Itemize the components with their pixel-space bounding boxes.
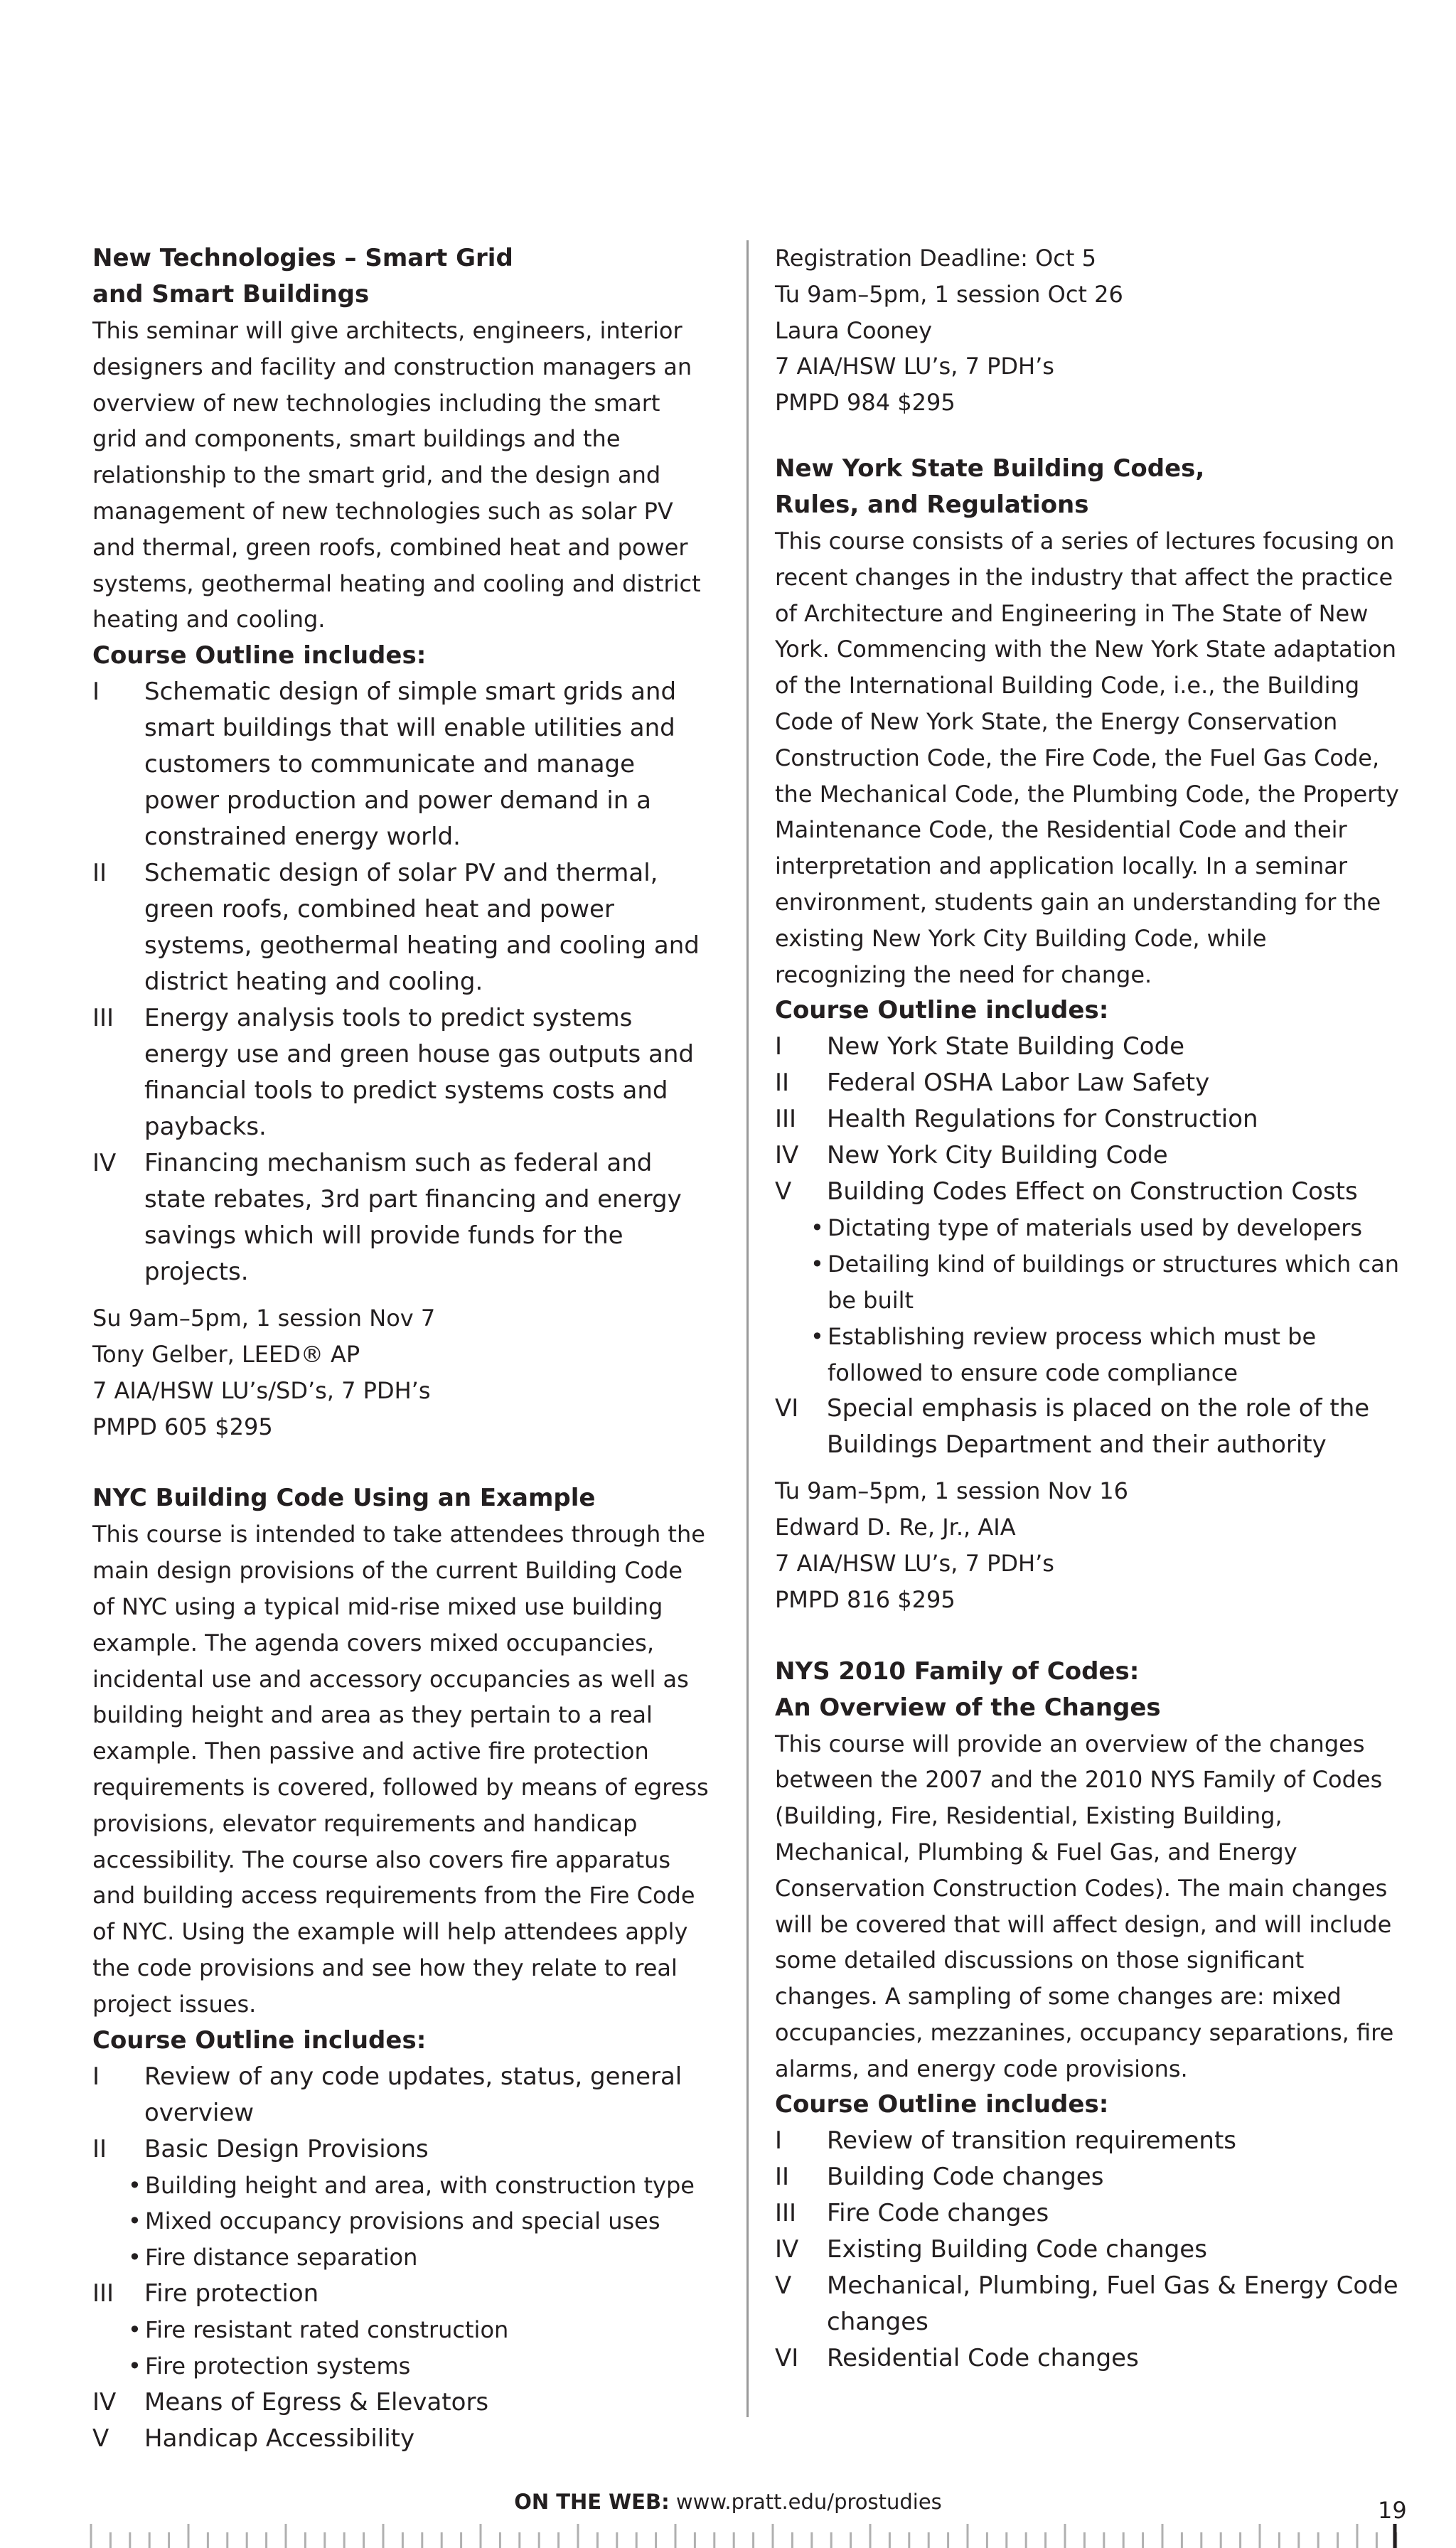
outline-numeral: II — [92, 859, 107, 888]
outline-numeral: III — [92, 2279, 114, 2308]
course-outline — [775, 2123, 1401, 2377]
outline-bullet — [810, 1319, 1401, 1391]
outline-bullets — [92, 2312, 711, 2384]
outline-item — [775, 1138, 1401, 1174]
footer-web-label: ON THE WEB: — [514, 2490, 670, 2514]
outline-item-text: Existing Building Code changes — [827, 2235, 1207, 2264]
outline-bullet — [810, 1246, 1401, 1319]
course-code: PMPD 605 $295 — [92, 1413, 273, 1440]
bullet-text: Dictating type of materials used by developers — [828, 1214, 1363, 1242]
outline-item-text: Schematic design of simple smart grids and smart buildings that will enable utilities and customers to communicate and manage power production and power demand in a constrained energy world. — [144, 678, 677, 852]
course-title — [775, 1654, 1401, 1726]
course-code: PMPD 984 $295 — [775, 389, 956, 417]
outline-numeral: IV — [92, 1149, 117, 1178]
outline-numeral: II — [92, 2134, 107, 2163]
outline-item — [92, 2276, 711, 2312]
course-continued-details — [775, 240, 1401, 421]
course-outline — [775, 1029, 1401, 1463]
course-nyc-building-code — [92, 1480, 711, 2456]
course-details — [92, 1300, 711, 1445]
outline-item-text: Basic Design Provisions — [144, 2134, 429, 2163]
course-new-technologies — [92, 240, 711, 1445]
course-description: This seminar will give architects, engineers, interior designers and facility and construction managers an overview of new technologies including the smart grid and components, smart buildings and the relationship to the smart grid, and the design and management of new technologies such as solar PV and thermal, green roofs, combined heat and power systems, geothermal heating and cooling and district heating and cooling. — [92, 317, 701, 633]
bullet-text: Fire distance separation — [145, 2244, 418, 2271]
outline-item-text: New York State Building Code — [827, 1032, 1185, 1061]
outline-numeral: V — [775, 1177, 792, 1206]
registration-deadline — [775, 240, 1401, 277]
bullet-icon: • — [128, 2244, 141, 2271]
footer-web-line — [0, 2490, 1456, 2514]
outline-entry — [92, 2059, 711, 2131]
outline-entry — [92, 2384, 711, 2421]
page-number: 19 — [1378, 2497, 1407, 2524]
course-title-line: New Technologies – Smart Grid — [92, 244, 513, 272]
outline-entry — [92, 855, 711, 1000]
course-schedule: Su 9am–5pm, 1 session Nov 7 — [92, 1305, 436, 1332]
outline-entry — [92, 1145, 711, 1290]
outline-item-text: Building Codes Effect on Construction Costs — [827, 1177, 1358, 1206]
outline-item-text: Means of Egress & Elevators — [144, 2387, 489, 2416]
outline-item-text: Building Code changes — [827, 2163, 1104, 2192]
outline-item-text: Residential Code changes — [827, 2344, 1139, 2373]
outline-numeral: III — [775, 1105, 797, 1134]
outline-bullets — [775, 1210, 1401, 1391]
outline-item — [92, 2059, 711, 2131]
outline-bullet — [128, 2348, 711, 2384]
outline-item-text: Review of transition requirements — [827, 2126, 1236, 2156]
bullet-text: Fire protection systems — [145, 2352, 411, 2380]
outline-item — [775, 1065, 1401, 1101]
outline-item — [775, 1101, 1401, 1138]
outline-item-text: Schematic design of solar PV and thermal, green roofs, combined heat and power systems, geothermal heating and cooling and district heating and cooling. — [144, 859, 700, 997]
outline-numeral: II — [775, 1069, 790, 1098]
outline-item-text: New York City Building Code — [827, 1141, 1168, 1170]
outline-bullet — [128, 2239, 711, 2276]
outline-item-text: Mechanical, Plumbing, Fuel Gas & Energy Code changes — [827, 2271, 1398, 2337]
outline-numeral: VI — [775, 2344, 799, 2373]
outline-item — [775, 2123, 1401, 2159]
course-details — [775, 1473, 1401, 1617]
outline-entry — [775, 2268, 1401, 2340]
outline-entry — [775, 2232, 1401, 2268]
outline-entry — [775, 1029, 1401, 1065]
outline-entry — [92, 2421, 711, 2457]
bullet-icon: • — [810, 1214, 824, 1242]
outline-item — [775, 2268, 1401, 2340]
course-title-line: Rules, and Regulations — [775, 490, 1089, 519]
outline-heading: Course Outline includes: — [92, 2025, 427, 2055]
course-description: This course is intended to take attendees through the main design provisions of the current Building Code of NYC using a typical mid-rise mixed use building example. The agenda covers mixed occupancies, incidental use and accessory occupancies as well as building height and area as they pertain to a real example. Then passive and active fire protection requirements is covered, followed by means of egress provisions, elevator requirements and handicap accessibility. The course also covers fire apparatus and building access requirements from the Fire Code of NYC. Using the example will help attendees apply the code provisions and see how they relate to real project issues. — [92, 1521, 709, 2018]
outline-numeral: I — [775, 2126, 783, 2156]
outline-numeral: I — [92, 678, 100, 707]
outline-item-text: Fire Code changes — [827, 2199, 1049, 2228]
outline-item-text: Special emphasis is placed on the role of the Buildings Department and their authority — [827, 1394, 1370, 1460]
course-description: This course will provide an overview of the changes between the 2007 and the 2010 NYS Family of Codes (Building, Fire, Residential, Existing Building, Mechanical, Plumbing & Fuel Gas, and Energy Conservation Construction Codes). The main changes will be covered that will affect design, and will include some detailed discussions on those significant changes. A sampling of some changes are: mixed occupancies, mezzanines, occupancy separations, fire alarms, and energy code provisions. — [775, 1730, 1394, 2082]
outline-item-text: Financing mechanism such as federal and state rebates, 3rd part financing and energy savings which will provide funds for the projects. — [144, 1149, 682, 1287]
course-title — [92, 240, 711, 313]
outline-bullets — [92, 2168, 711, 2276]
outline-numeral: I — [92, 2062, 100, 2091]
course-title — [775, 451, 1401, 523]
outline-numeral: I — [775, 1032, 783, 1061]
bullet-text: Detailing kind of buildings or structures which can be built — [828, 1251, 1399, 1314]
outline-numeral: IV — [775, 2235, 799, 2264]
outline-numeral: VI — [775, 1394, 799, 1423]
course-credits: 7 AIA/HSW LU’s, 7 PDH’s — [775, 1549, 1054, 1577]
course-title-line: NYS 2010 Family of Codes: — [775, 1656, 1140, 1686]
outline-item — [775, 2195, 1401, 2232]
outline-item — [775, 2159, 1401, 2195]
outline-heading: Course Outline includes: — [775, 2090, 1109, 2119]
outline-item — [92, 2421, 711, 2457]
outline-entry — [92, 2131, 711, 2276]
course-title — [92, 1480, 711, 1516]
bullet-icon: • — [128, 2207, 141, 2235]
outline-numeral: III — [92, 1004, 114, 1033]
outline-numeral: II — [775, 2163, 790, 2192]
outline-bullet — [128, 2203, 711, 2239]
outline-item-text: Review of any code updates, status, general overview — [144, 2062, 682, 2127]
left-column — [92, 240, 711, 2493]
course-nys-2010-family-of-codes — [775, 1654, 1401, 2377]
course-title-line: and Smart Buildings — [92, 280, 370, 309]
outline-heading: Course Outline includes: — [775, 996, 1109, 1025]
outline-bullet — [128, 2312, 711, 2348]
outline-item — [92, 2384, 711, 2421]
course-credits: 7 AIA/HSW LU’s, 7 PDH’s — [775, 353, 1054, 380]
course-credits: 7 AIA/HSW LU’s/SD’s, 7 PDH’s — [92, 1376, 431, 1404]
bullet-text: Establishing review process which must be followed to ensure code compliance — [828, 1322, 1317, 1386]
outline-entry — [775, 2195, 1401, 2232]
outline-entry — [775, 2159, 1401, 2195]
bullet-icon: • — [810, 1251, 824, 1278]
bullet-text: Fire resistant rated construction — [145, 2316, 509, 2343]
outline-item — [92, 855, 711, 1000]
bullet-icon: • — [128, 2352, 141, 2380]
outline-entry — [775, 1065, 1401, 1101]
course-outline — [92, 674, 711, 1290]
course-schedule: Tu 9am–5pm, 1 session Nov 16 — [775, 1477, 1128, 1505]
bullet-icon: • — [128, 2316, 141, 2343]
outline-entry — [775, 1138, 1401, 1174]
outline-item — [775, 2232, 1401, 2268]
outline-item-text: Federal OSHA Labor Law Safety — [827, 1069, 1210, 1098]
outline-numeral: IV — [775, 1141, 799, 1170]
outline-entry — [92, 2276, 711, 2384]
course-schedule: Tu 9am–5pm, 1 session Oct 26 — [775, 280, 1123, 308]
outline-item — [775, 1391, 1401, 1463]
deadline-label: Registration Deadline: — [775, 245, 1028, 272]
right-column — [775, 240, 1401, 2412]
course-instructor: Edward D. Re, Jr., AIA — [775, 1514, 1016, 1541]
course-outline — [92, 2059, 711, 2457]
outline-heading: Course Outline includes: — [92, 641, 427, 670]
outline-entry — [775, 1174, 1401, 1391]
outline-entry — [775, 1101, 1401, 1138]
outline-item — [775, 1174, 1401, 1210]
outline-entry — [775, 2123, 1401, 2159]
outline-item-text: Handicap Accessibility — [144, 2424, 415, 2453]
outline-item-text: Health Regulations for Construction — [827, 1105, 1258, 1134]
outline-numeral: V — [92, 2424, 109, 2453]
course-code: PMPD 816 $295 — [775, 1585, 956, 1613]
course-title-line: An Overview of the Changes — [775, 1693, 1161, 1722]
outline-numeral: III — [775, 2199, 797, 2228]
outline-item-text: Fire protection — [144, 2279, 319, 2308]
deadline-value: Oct 5 — [1035, 245, 1096, 272]
outline-entry — [775, 1391, 1401, 1463]
outline-item — [92, 1145, 711, 1290]
column-divider — [746, 240, 749, 2417]
outline-item — [92, 674, 711, 855]
outline-entry — [775, 2340, 1401, 2377]
outline-bullet — [128, 2168, 711, 2204]
outline-item — [92, 2131, 711, 2168]
outline-entry — [92, 1000, 711, 1145]
outline-item-text: Energy analysis tools to predict systems energy use and green house gas outputs and financial tools to predict systems costs and paybacks. — [144, 1004, 694, 1142]
course-instructor: Tony Gelber, LEED® AP — [92, 1340, 360, 1368]
bullet-icon: • — [810, 1322, 824, 1350]
bullet-text: Building height and area, with construction type — [145, 2171, 695, 2199]
footer-web-url[interactable]: www.pratt.edu/prostudies — [675, 2490, 942, 2514]
outline-numeral: V — [775, 2271, 792, 2301]
outline-entry — [92, 674, 711, 855]
outline-item — [92, 1000, 711, 1145]
course-description: This course consists of a series of lectures focusing on recent changes in the industry that affect the practice of Architecture and Engineering in The State of New York. Commencing with the New York State adaptation of the International Building Code, i.e., the Building Code of New York State, the Energy Conservation Construction Code, the Fire Code, the Fuel Gas Code, the Mechanical Code, the Plumbing Code, the Property Maintenance Code, the Residential Code and their interpretation and application locally. In a seminar environment, students gain an understanding for the existing New York City Building Code, while recognizing the need for change. — [775, 527, 1399, 988]
course-title-line: New York State Building Codes, — [775, 454, 1205, 483]
outline-item — [775, 1029, 1401, 1065]
outline-bullet — [810, 1210, 1401, 1246]
decorative-ruler — [0, 2524, 1456, 2548]
outline-item — [775, 2340, 1401, 2377]
course-nys-building-codes — [775, 451, 1401, 1618]
outline-numeral: IV — [92, 2387, 117, 2416]
course-instructor: Laura Cooney — [775, 316, 933, 344]
bullet-text: Mixed occupancy provisions and special uses — [145, 2207, 660, 2235]
course-title-line: NYC Building Code Using an Example — [92, 1484, 596, 1513]
bullet-icon: • — [128, 2171, 141, 2199]
